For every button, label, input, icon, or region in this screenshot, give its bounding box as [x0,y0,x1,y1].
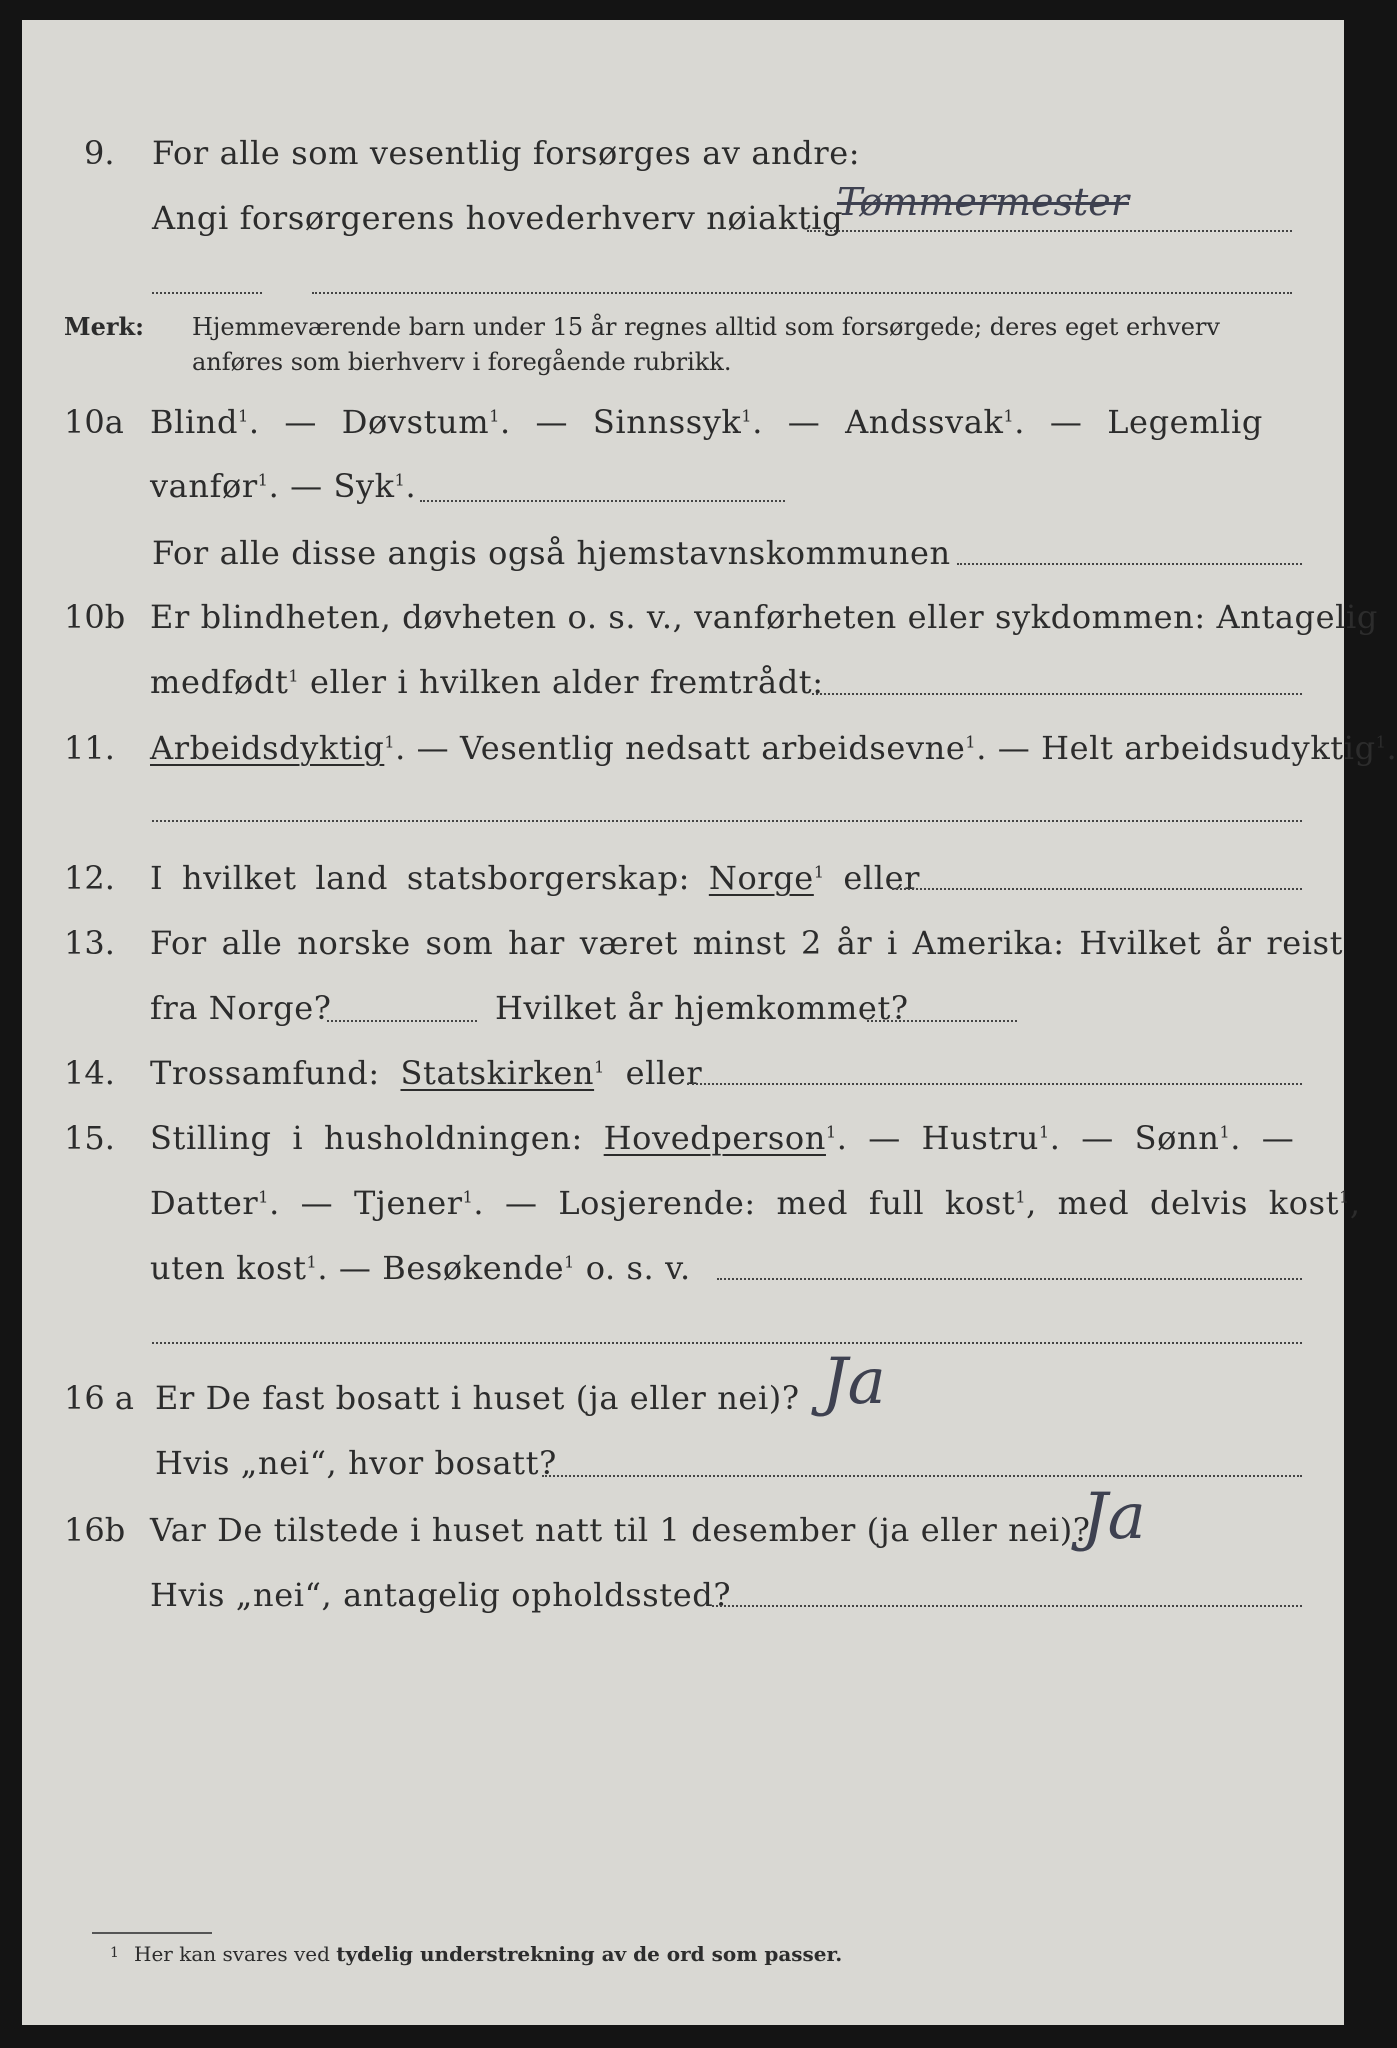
footnote-rule [92,1932,212,1934]
answer-line [152,292,262,294]
handwritten-answer: Ja [1082,1480,1146,1554]
footnote-text: Her kan svares ved tydelig understrekning av de ord som passer. [134,1942,843,1966]
question-text: Er blindheten, døvheten o. s. v., vanførheten eller sykdommen: Antagelig [150,598,1378,636]
answer-line [687,1083,1302,1085]
question-text: Arbeidsdyktig$^1$. — Vesentlig nedsatt arbeidsevne$^1$. — Helt arbeidsudyktig$^1$. [150,729,1397,767]
answer-line [717,1278,1302,1280]
question-text: fra Norge? [150,989,332,1027]
answer-line [867,1020,1017,1022]
question-number: 16 a [64,1379,134,1417]
question-text: Angi forsørgerens hovederhverv nøiaktig [152,199,844,237]
question-number: 10a [64,403,124,441]
handwritten-answer: Tømmermester [837,180,1129,224]
note-text: anføres som bierhverv i foregående rubrikk. [192,348,732,376]
answer-line [327,1020,477,1022]
question-text: vanfør$^1$. — Syk$^1$. [150,467,417,505]
question-number: 15. [64,1119,115,1157]
answer-line [957,563,1302,565]
question-text: Hvis „nei“, antagelig opholdssted? [150,1576,732,1614]
question-number: 11. [64,729,115,767]
answer-line [152,1342,1302,1344]
question-text: uten kost$^1$. — Besøkende$^1$ o. s. v. [150,1249,691,1287]
answer-line [807,230,1292,232]
question-text: For alle norske som har været minst 2 år i Amerika: Hvilket år reist [150,924,1344,962]
question-number: 12. [64,859,115,897]
question-text: Hvis „nei“, hvor bosatt? [155,1444,557,1482]
question-text: Var De tilstede i huset natt til 1 desember (ja eller nei)? [150,1511,1091,1549]
question-text: Hvilket år hjemkommet? [495,989,909,1027]
question-number: 16b [64,1511,126,1549]
answer-line [152,820,1302,822]
handwritten-answer: Ja [822,1345,886,1419]
note-text: Hjemmeværende barn under 15 år regnes alltid som forsørgede; deres eget erhverv [192,313,1220,341]
question-text: Trossamfund: Statskirken$^1$ eller [150,1054,703,1092]
footnote-mark: 1 [110,1945,119,1961]
question-text: Datter$^1$. — Tjener$^1$. — Losjerende: med full kost$^1$, med delvis kost$^1$, [150,1184,1361,1222]
question-text: For alle som vesentlig forsørges av andre: [152,134,861,172]
answer-line [312,292,1292,294]
question-text: Stilling i husholdningen: Hovedperson$^1$. — Hustru$^1$. — Sønn$^1$. — [150,1119,1295,1157]
question-text: Blind$^1$. — Døvstum$^1$. — Sinnssyk$^1$. — Andssvak$^1$. — Legemlig [150,403,1263,441]
question-number: 14. [64,1054,115,1092]
question-number: 9. [84,134,115,172]
question-text: medfødt$^1$ eller i hvilken alder fremtrådt: [150,663,824,701]
answer-line [420,500,785,502]
answer-line [712,1605,1302,1607]
question-text: For alle disse angis også hjemstavnskommunen [152,534,951,572]
census-form-page [22,20,1397,2025]
note-label: Merk: [64,312,144,341]
answer-line [892,888,1302,890]
answer-line [542,1475,1302,1477]
question-text: Er De fast bosatt i huset (ja eller nei)? [155,1379,800,1417]
question-text: I hvilket land statsborgerskap: Norge$^1$ eller [150,859,921,897]
answer-line [812,693,1302,695]
question-number: 10b [64,598,126,636]
question-number: 13. [64,924,115,962]
